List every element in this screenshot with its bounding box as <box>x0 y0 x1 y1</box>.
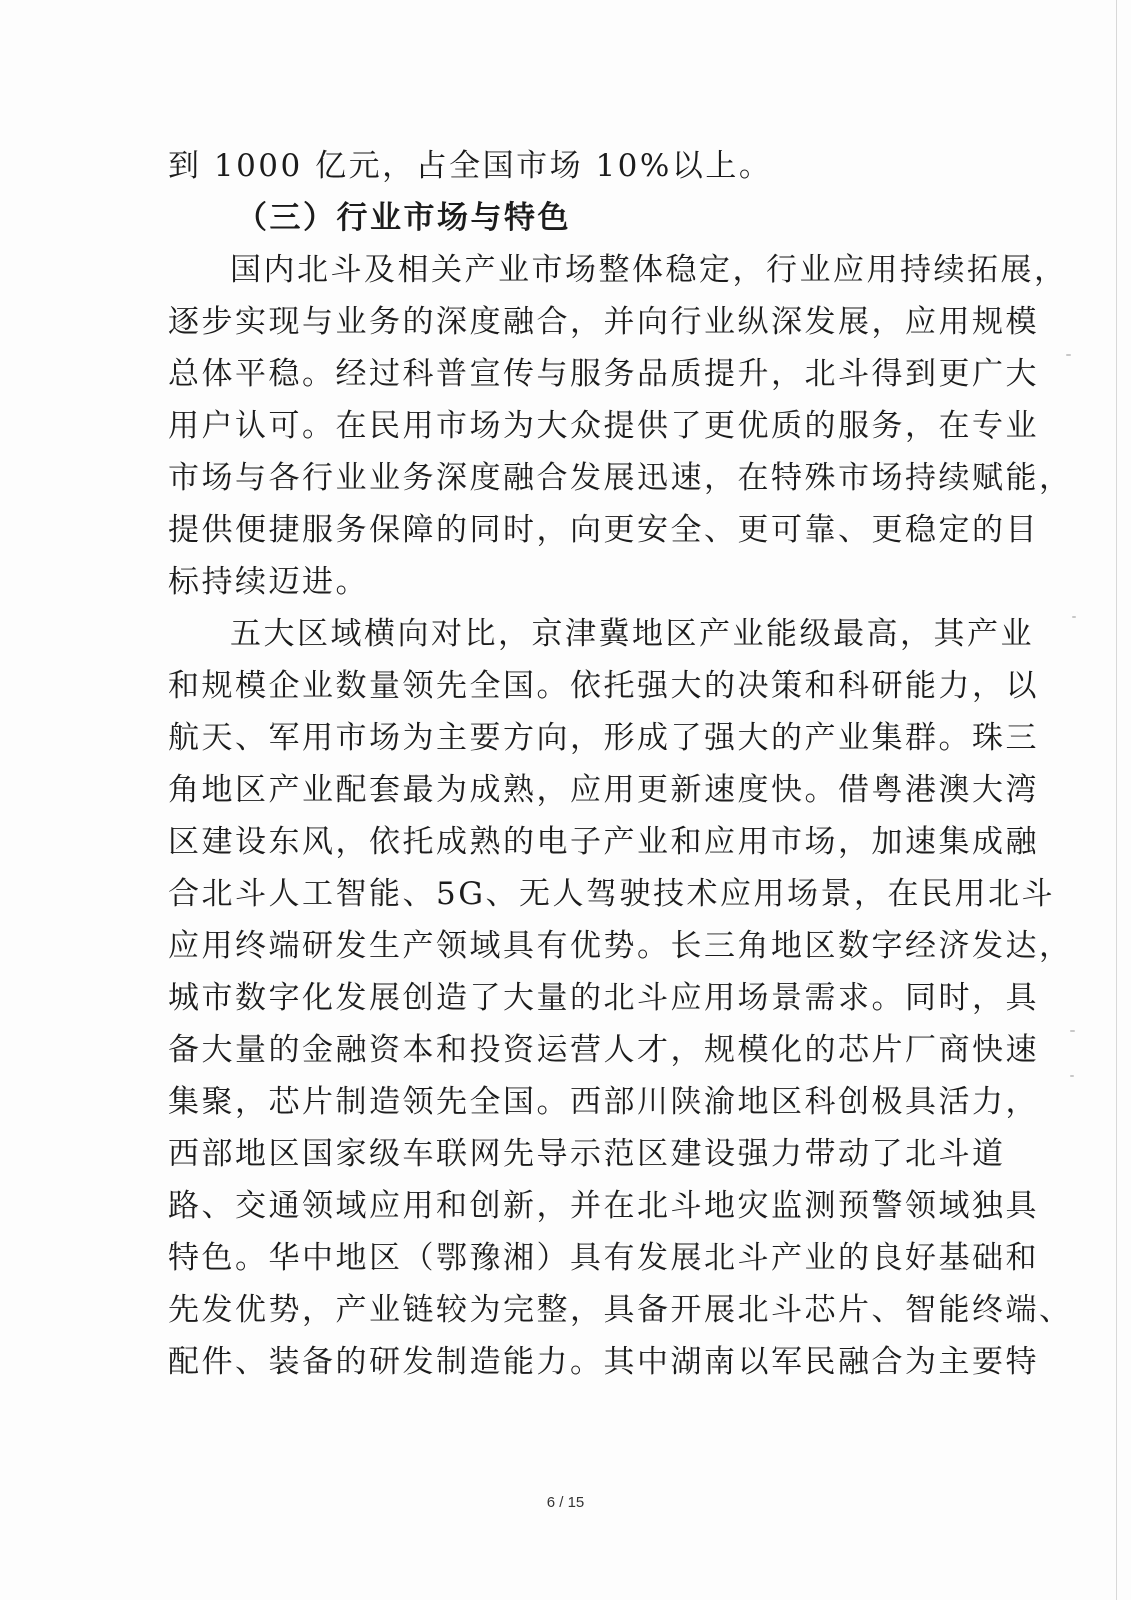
body-line: 西部地区国家级车联网先导示范区建设强力带动了北斗道 <box>168 1136 1006 1172</box>
body-line: 和规模企业数量领先全国。依托强大的决策和科研能力，以 <box>168 668 1039 704</box>
body-line: 到 1000 亿元，占全国市场 10%以上。 <box>168 148 773 184</box>
paragraph-first-line: 国内北斗及相关产业市场整体稳定，行业应用持续拓展， <box>230 252 1068 288</box>
body-line: 区建设东风，依托成熟的电子产业和应用市场，加速集成融 <box>168 824 1039 860</box>
body-line: 特色。华中地区（鄂豫湘）具有发展北斗产业的良好基础和 <box>168 1240 1039 1276</box>
body-line: 市场与各行业业务深度融合发展迅速，在特殊市场持续赋能， <box>168 460 1073 496</box>
body-line: 先发优势，产业链较为完整，具备开展北斗芯片、智能终端、 <box>168 1292 1073 1328</box>
scan-speck <box>1070 1030 1075 1032</box>
page-edge-line <box>1116 0 1117 1600</box>
body-line: 提供便捷服务保障的同时，向更安全、更可靠、更稳定的目 <box>168 512 1039 548</box>
body-line: 路、交通领域应用和创新，并在北斗地灾监测预警领域独具 <box>168 1188 1039 1224</box>
body-line: 总体平稳。经过科普宣传与服务品质提升，北斗得到更广大 <box>168 356 1039 392</box>
body-line: 标持续迈进。 <box>168 564 369 600</box>
page-number: 6 / 15 <box>546 1494 585 1511</box>
body-line: 配件、装备的研发制造能力。其中湖南以军民融合为主要特 <box>168 1344 1039 1380</box>
body-line: 航天、军用市场为主要方向，形成了强大的产业集群。珠三 <box>168 720 1039 756</box>
body-line: 合北斗人工智能、5G、无人驾驶技术应用场景，在民用北斗 <box>168 876 1055 912</box>
scan-speck <box>1066 354 1071 356</box>
body-line: 角地区产业配套最为成熟，应用更新速度快。借粤港澳大湾 <box>168 772 1039 808</box>
scan-speck <box>1072 616 1076 618</box>
paragraph-first-line: 五大区域横向对比，京津冀地区产业能级最高，其产业 <box>230 616 1034 652</box>
body-line: 集聚，芯片制造领先全国。西部川陕渝地区科创极具活力， <box>168 1084 1039 1120</box>
document-body <box>168 140 1073 1388</box>
section-heading: （三）行业市场与特色 <box>236 200 571 236</box>
scan-speck <box>1070 1075 1074 1077</box>
body-line: 用户认可。在民用市场为大众提供了更优质的服务，在专业 <box>168 408 1039 444</box>
body-line: 逐步实现与业务的深度融合，并向行业纵深发展，应用规模 <box>168 304 1039 340</box>
body-line: 应用终端研发生产领域具有优势。长三角地区数字经济发达， <box>168 928 1073 964</box>
body-line: 备大量的金融资本和投资运营人才，规模化的芯片厂商快速 <box>168 1032 1039 1068</box>
body-line: 城市数字化发展创造了大量的北斗应用场景需求。同时，具 <box>168 980 1039 1016</box>
